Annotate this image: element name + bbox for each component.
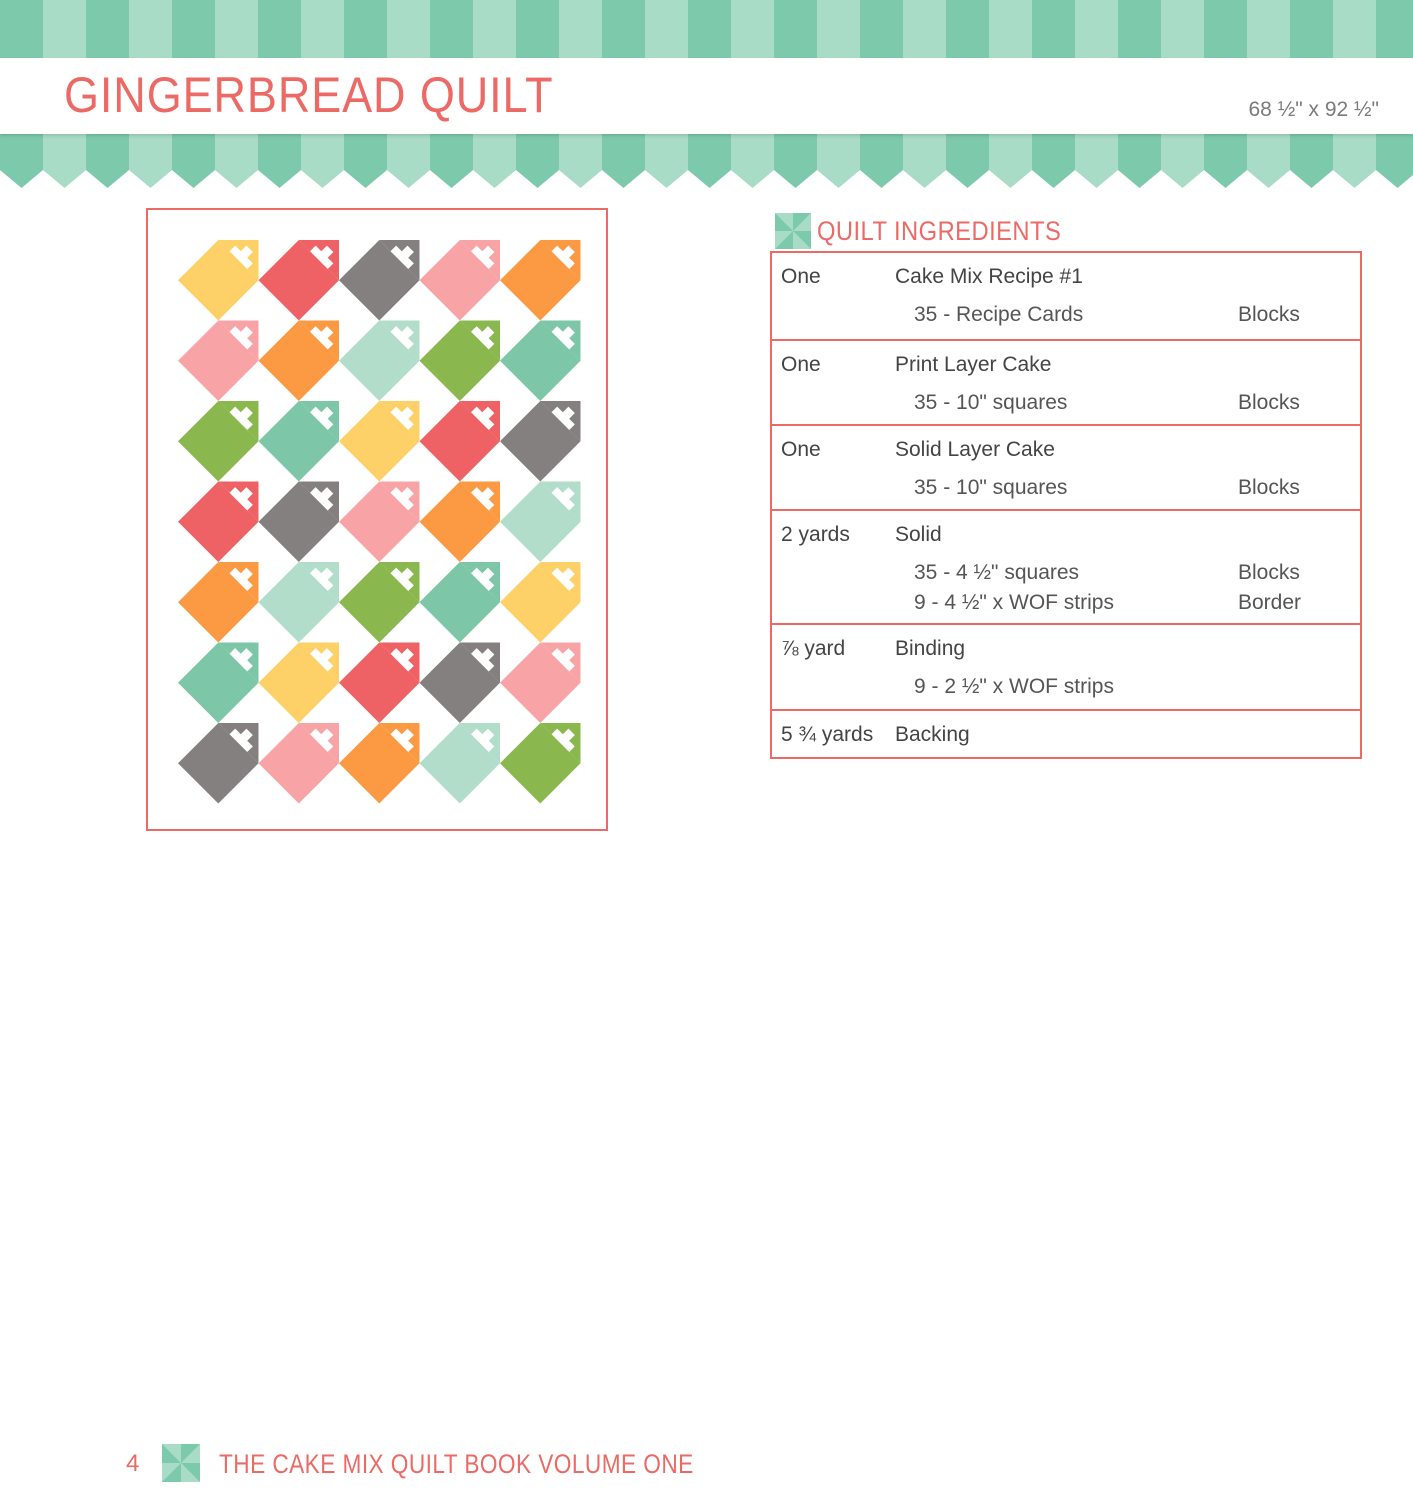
ingredient-cut: 9 - 2 ½" x WOF strips: [914, 675, 1114, 698]
quilt-block: [339, 723, 420, 804]
zigzag-stripe: [1161, 134, 1204, 188]
zigzag-stripe: [1032, 134, 1075, 188]
zigzag-stripe: [645, 134, 688, 188]
quilt-block: [500, 643, 581, 724]
page-number: 4: [126, 1450, 140, 1477]
zigzag-stripe: [731, 134, 774, 188]
zigzag-stripe: [817, 134, 860, 188]
zigzag-stripe: [602, 134, 645, 188]
quilt-block: [259, 562, 340, 643]
pinwheel-icon: [775, 213, 811, 249]
zigzag-stripe: [688, 134, 731, 188]
quilt-block: [420, 482, 501, 563]
ingredient-row: [772, 339, 1360, 424]
quilt-block: [259, 240, 340, 321]
ingredient-name: Solid Layer Cake: [895, 438, 1055, 461]
quilt-block: [500, 240, 581, 321]
zigzag-stripe: [860, 134, 903, 188]
zigzag-stripe: [344, 134, 387, 188]
ingredient-cut: 35 - Recipe Cards: [914, 303, 1084, 326]
quilt-block: [420, 240, 501, 321]
ingredient-row: [772, 623, 1360, 709]
ingredient-name: Cake Mix Recipe #1: [895, 265, 1083, 288]
title-bar: [0, 58, 1413, 134]
ingredient-use: Blocks: [1238, 561, 1300, 584]
ingredient-quantity: One: [781, 265, 821, 288]
ingredient-cut: 9 - 4 ½" x WOF strips: [914, 591, 1114, 614]
zigzag-stripe: [989, 134, 1032, 188]
quilt-block: [178, 562, 259, 643]
ingredient-row: [772, 424, 1360, 509]
ingredients-heading: [775, 212, 1095, 250]
zigzag-stripe: [903, 134, 946, 188]
quilt-block: [339, 562, 420, 643]
zigzag-stripe: [1118, 134, 1161, 188]
zigzag-stripe: [430, 134, 473, 188]
zigzag-stripe: [1333, 134, 1376, 188]
quilt-block: [259, 482, 340, 563]
ingredient-cut: 35 - 4 ½" squares: [914, 561, 1080, 584]
quilt-block: [420, 321, 501, 402]
zigzag-stripe: [1075, 134, 1118, 188]
quilt-block: [500, 562, 581, 643]
quilt-block: [420, 723, 501, 804]
ingredient-use: Blocks: [1238, 476, 1300, 499]
ingredient-name: Print Layer Cake: [895, 353, 1052, 376]
quilt-blocks: [148, 210, 610, 833]
quilt-block: [500, 482, 581, 563]
quilt-block: [339, 401, 420, 482]
ingredient-name: Binding: [895, 637, 966, 660]
zigzag-stripe-band: [0, 134, 1413, 192]
ingredients-table: [770, 251, 1362, 759]
zigzag-stripe: [43, 134, 86, 188]
header-stripe-band: [0, 0, 1413, 58]
ingredient-row: [772, 253, 1360, 339]
quilt-illustration: [146, 208, 608, 831]
quilt-block: [259, 723, 340, 804]
quilt-block: [500, 401, 581, 482]
quilt-block: [339, 240, 420, 321]
zigzag-stripe: [946, 134, 989, 188]
zigzag-stripe: [172, 134, 215, 188]
quilt-block: [420, 643, 501, 724]
pinwheel-icon: [162, 1444, 200, 1482]
quilt-block: [178, 643, 259, 724]
ingredient-use: Blocks: [1238, 391, 1300, 414]
quilt-block: [259, 401, 340, 482]
ingredient-use: Blocks: [1238, 303, 1300, 326]
quilt-block: [178, 401, 259, 482]
zigzag-stripe: [516, 134, 559, 188]
zigzag-stripe: [1204, 134, 1247, 188]
quilt-block: [178, 723, 259, 804]
zigzag-stripe: [258, 134, 301, 188]
zigzag-stripe: [301, 134, 344, 188]
zigzag-stripe: [774, 134, 817, 188]
quilt-block: [259, 643, 340, 724]
quilt-dimensions: 68 ½" x 92 ½": [1248, 98, 1379, 121]
quilt-block: [339, 321, 420, 402]
quilt-block: [339, 643, 420, 724]
ingredient-quantity: 5 ¾ yards: [781, 723, 874, 746]
ingredient-use: Border: [1238, 591, 1302, 614]
ingredient-quantity: One: [781, 438, 821, 461]
quilt-block: [420, 562, 501, 643]
zigzag-stripe: [86, 134, 129, 188]
ingredient-quantity: One: [781, 353, 821, 376]
zigzag-stripe: [215, 134, 258, 188]
zigzag-stripe: [559, 134, 602, 188]
quilt-block: [178, 321, 259, 402]
zigzag-stripe: [473, 134, 516, 188]
book-title: THE CAKE MIX QUILT BOOK VOLUME ONE: [219, 1449, 694, 1479]
quilt-block: [500, 723, 581, 804]
zigzag-stripe: [1247, 134, 1290, 188]
zigzag-stripe: [129, 134, 172, 188]
quilt-block: [500, 321, 581, 402]
zigzag-stripe: [0, 134, 43, 188]
quilt-block: [259, 321, 340, 402]
quilt-block: [178, 482, 259, 563]
ingredient-quantity: 2 yards: [781, 523, 850, 546]
ingredients-heading-label: QUILT INGREDIENTS: [817, 215, 1062, 246]
zigzag-stripe: [1290, 134, 1333, 188]
page-title: GINGERBREAD QUILT: [64, 67, 554, 123]
ingredient-name: Backing: [895, 723, 970, 746]
ingredient-row: [772, 509, 1360, 623]
ingredient-cut: 35 - 10" squares: [914, 391, 1068, 414]
zigzag-stripe: [387, 134, 430, 188]
ingredient-cut: 35 - 10" squares: [914, 476, 1068, 499]
quilt-block: [178, 240, 259, 321]
quilt-block: [420, 401, 501, 482]
ingredient-name: Solid: [895, 523, 942, 546]
ingredient-row: [772, 709, 1360, 757]
zigzag-stripe: [1376, 134, 1413, 188]
quilt-block: [339, 482, 420, 563]
ingredient-quantity: ⅞ yard: [781, 637, 846, 660]
